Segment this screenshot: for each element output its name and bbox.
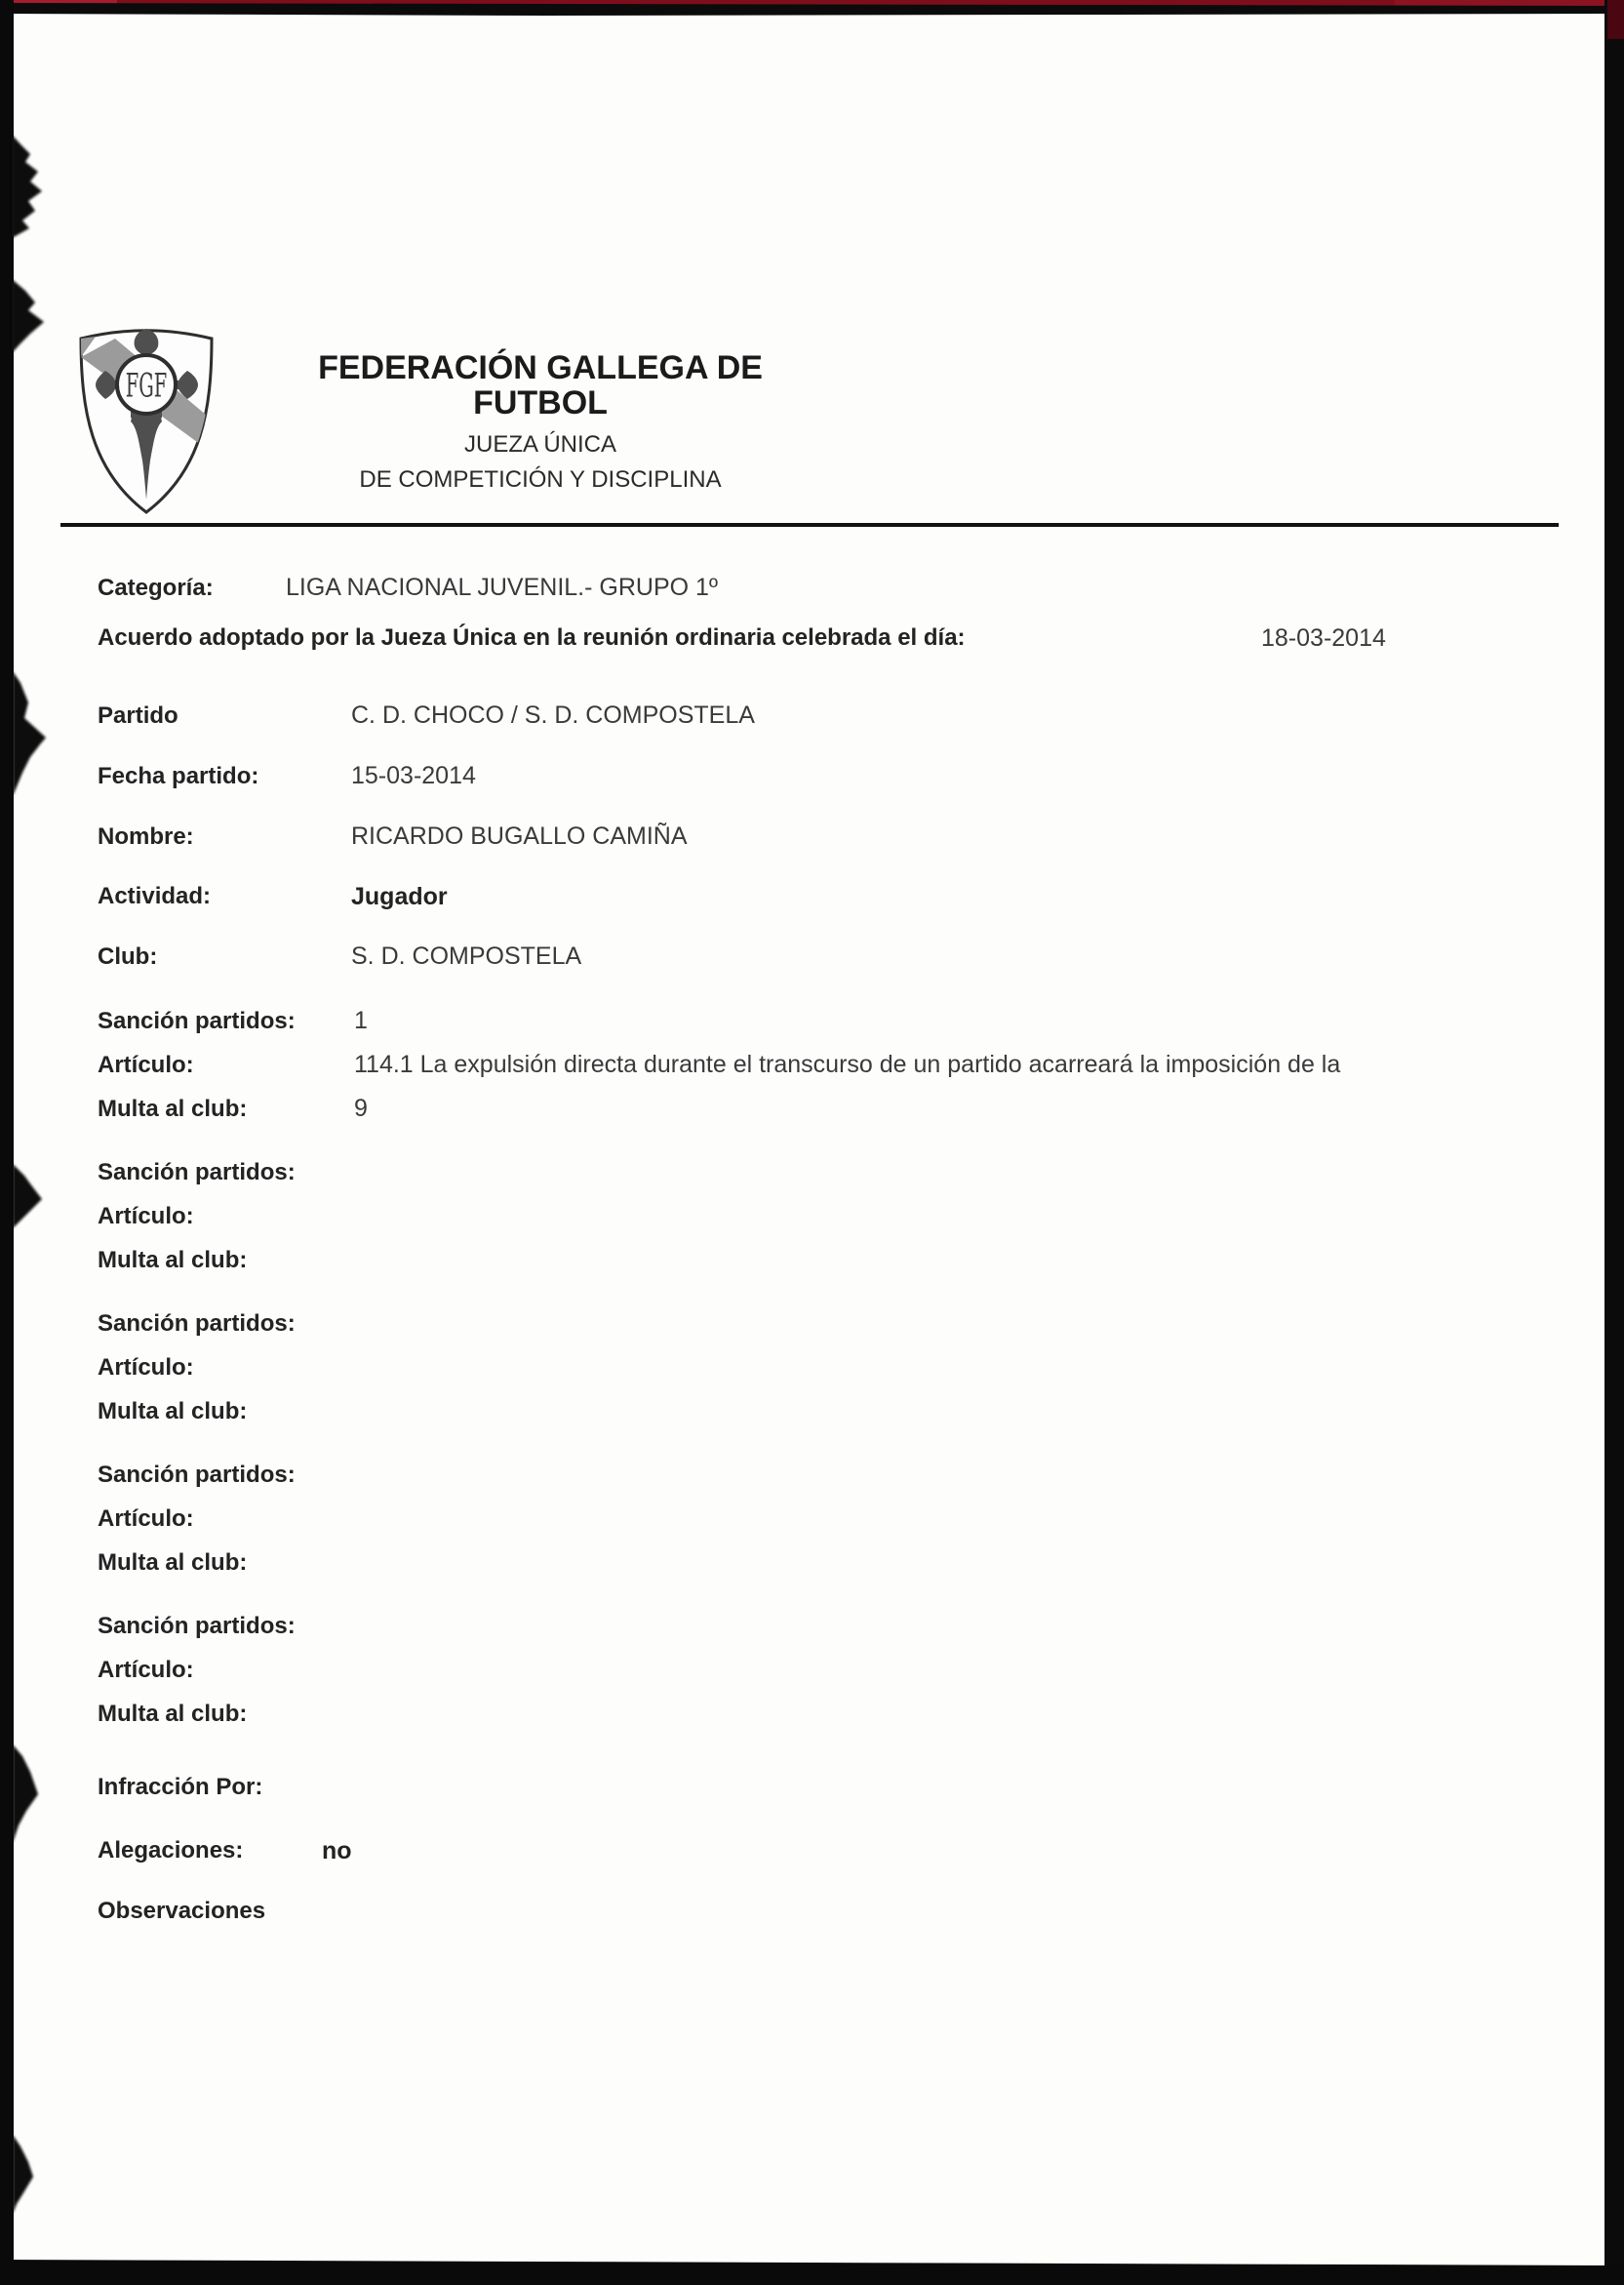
observaciones-label: Observaciones <box>98 1898 266 1924</box>
top-red-line-bright <box>0 0 117 7</box>
articulo-label: Artículo: <box>98 1203 194 1229</box>
letterhead <box>252 351 829 494</box>
header-divider <box>60 523 1559 527</box>
articulo-label: Artículo: <box>98 1052 194 1078</box>
acuerdo-date: 18-03-2014 <box>1261 624 1386 652</box>
organization-subtitle-2: DE COMPETICIÓN Y DISCIPLINA <box>359 466 722 494</box>
multa-al-club-label: Multa al club: <box>98 1247 248 1273</box>
partido-value: C. D. CHOCO / S. D. COMPOSTELA <box>351 702 755 729</box>
multa-al-club-label: Multa al club: <box>98 1096 248 1122</box>
alegaciones-label: Alegaciones: <box>98 1837 244 1864</box>
sancion-partidos-label: Sanción partidos: <box>98 1310 296 1337</box>
crest-monogram: FGF <box>125 366 168 406</box>
nombre-value: RICARDO BUGALLO CAMIÑA <box>351 822 688 850</box>
organization-name: FEDERACIÓN GALLEGA DE FUTBOL <box>318 349 763 421</box>
bottom-scan-bar <box>0 2260 1624 2285</box>
categoria-value: LIGA NACIONAL JUVENIL.- GRUPO 1º <box>286 574 719 601</box>
sancion-partidos-label: Sanción partidos: <box>98 1613 296 1639</box>
sancion-partidos-label: Sanción partidos: <box>98 1008 296 1034</box>
multa-al-club-label: Multa al club: <box>98 1549 248 1576</box>
alegaciones-value: no <box>322 1837 352 1864</box>
partido-label: Partido <box>98 702 178 729</box>
right-scan-edge <box>1604 0 1624 2285</box>
sancion-partidos-value: 1 <box>354 1007 368 1034</box>
fecha-partido-value: 15-03-2014 <box>351 762 476 789</box>
articulo-label: Artículo: <box>98 1354 194 1381</box>
sancion-partidos-label: Sanción partidos: <box>98 1159 296 1185</box>
actividad-label: Actividad: <box>98 883 212 909</box>
actividad-value: Jugador <box>351 883 448 910</box>
infraccion-por-label: Infracción Por: <box>98 1774 263 1800</box>
federation-crest-logo <box>72 324 220 519</box>
top-red-line <box>0 0 1624 6</box>
multa-al-club-label: Multa al club: <box>98 1398 248 1424</box>
nombre-label: Nombre: <box>98 823 194 850</box>
multa-al-club-value: 9 <box>354 1095 368 1122</box>
sancion-partidos-label: Sanción partidos: <box>98 1462 296 1488</box>
fecha-partido-label: Fecha partido: <box>98 763 259 789</box>
club-label: Club: <box>98 943 158 970</box>
top-red-line-right <box>1395 0 1624 9</box>
organization-subtitle-1: JUEZA ÚNICA <box>463 431 617 459</box>
articulo-label: Artículo: <box>98 1505 194 1532</box>
articulo-value: 114.1 La expulsión directa durante el transcurso de un partido acarreará la imposición de la <box>354 1051 1341 1078</box>
left-torn-edge <box>0 0 46 2285</box>
club-value: S. D. COMPOSTELA <box>351 942 582 970</box>
top-black-band <box>0 3 1624 16</box>
categoria-label: Categoría: <box>98 575 214 601</box>
acuerdo-label: Acuerdo adoptado por la Jueza Única en la reunión ordinaria celebrada el día: <box>98 624 966 651</box>
multa-al-club-label: Multa al club: <box>98 1701 248 1727</box>
articulo-label: Artículo: <box>98 1657 194 1683</box>
right-red-edge-top <box>1607 0 1624 39</box>
